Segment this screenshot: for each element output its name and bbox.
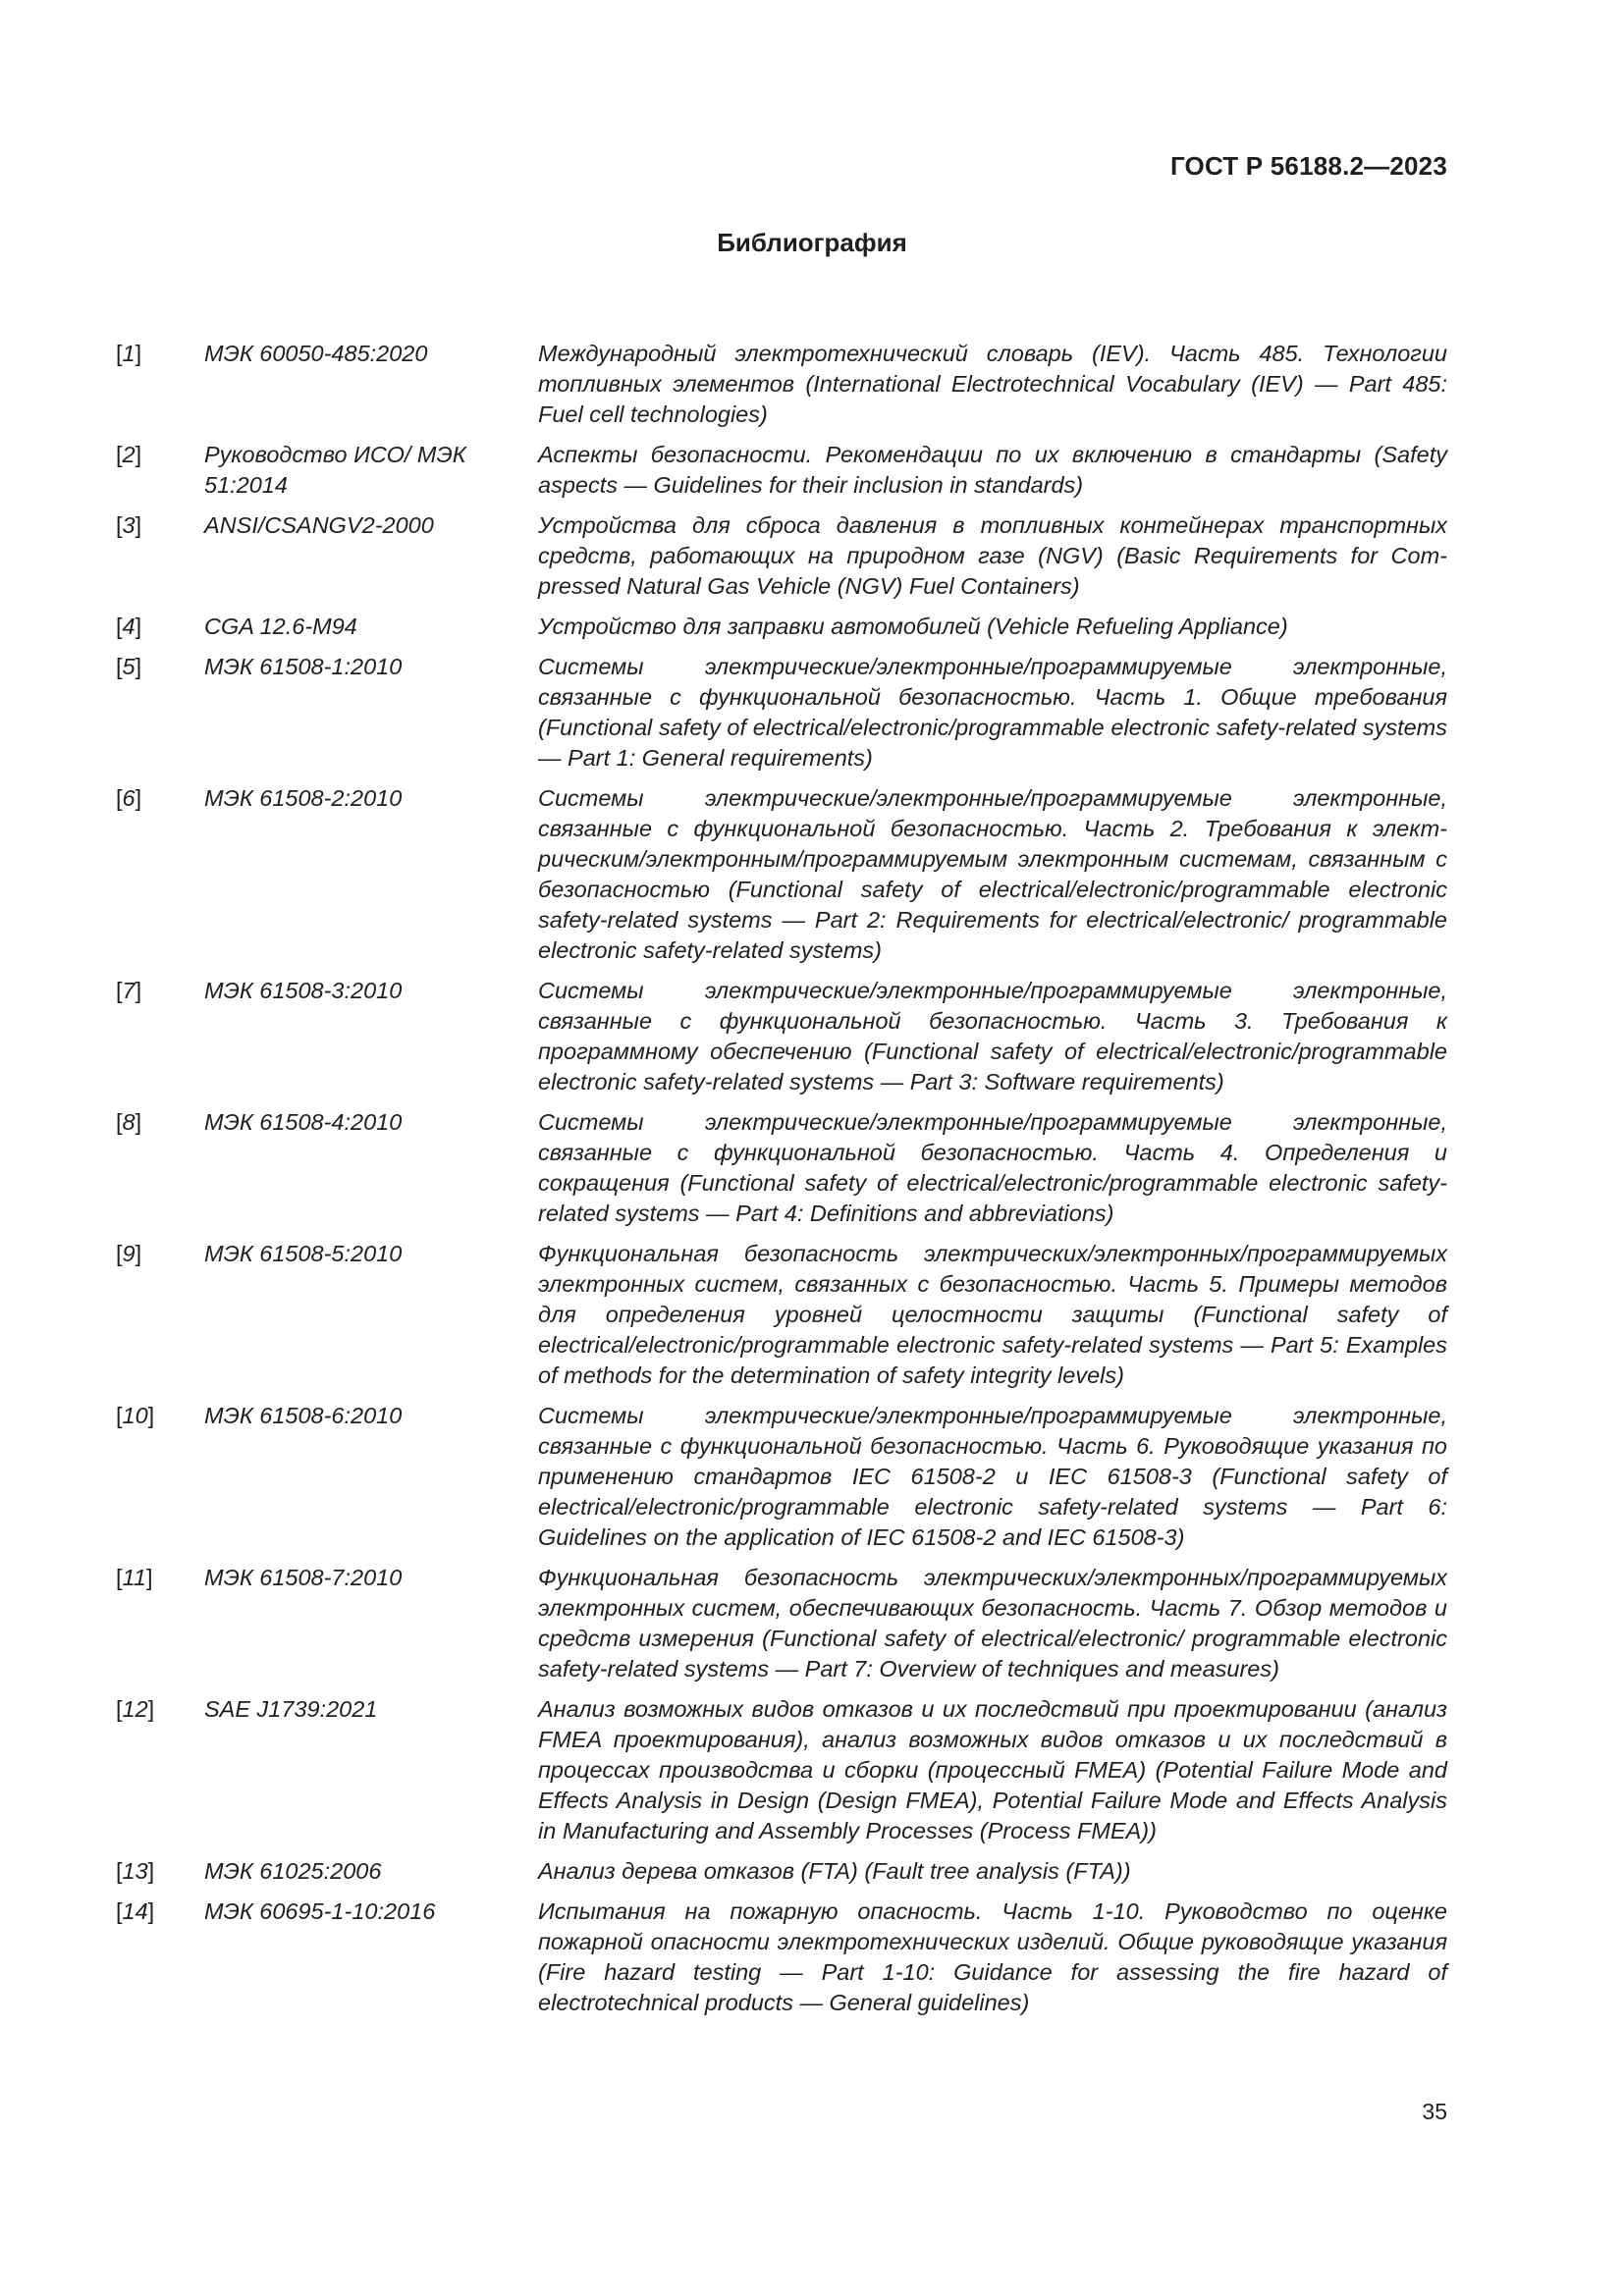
entry-description: Устройство для заправки автомобилей (Vehicle Refueling Appliance) (538, 614, 1288, 639)
entry-description: Международный электротехнический словарь (IEV). Часть 485. Технологии топливных элементов (International Electrotechnical Vocabulary (IEV) — Part 485: Fuel cell technologies) (538, 341, 1447, 427)
entry-reference: МЭК 61508-4:2010 (204, 1109, 403, 1135)
bibliography-list (116, 339, 1447, 2028)
bibliography-entry (116, 976, 1447, 1097)
entry-number: [13] (116, 1858, 155, 1884)
entry-number: [9] (116, 1241, 142, 1266)
bibliography-entry (116, 339, 1447, 430)
bibliography-entry (116, 510, 1447, 602)
entry-reference: МЭК 61508-1:2010 (204, 654, 403, 679)
entry-reference: SAE J1739:2021 (204, 1696, 378, 1722)
bibliography-entry (116, 1239, 1447, 1391)
entry-reference: Руководство ИСО/ МЭК 51:2014 (204, 442, 466, 498)
entry-description: Функциональная безопасность электрических/электронных/программируемых электронных систем, связанных с безопасностью. Часть 5. Примеры методов для определения уровней целостности защиты (Functional safety of electrical/electronic/programmable electronic safety-related systems — Part 5: Examples of methods for the determination of safety integrity levels) (538, 1241, 1447, 1388)
entry-reference: МЭК 61025:2006 (204, 1858, 382, 1884)
bibliography-entry (116, 440, 1447, 501)
entry-description: Испытания на пожарную опасность. Часть 1-10. Руководство по оценке пожарной опасности электротехнических изделий. Общие руководящие указания (Fire hazard testing — Part 1-10: Guidance for assessing the fire hazard of electrotechnical products — General guidelines) (538, 1898, 1447, 2015)
page-number: 35 (1422, 2099, 1447, 2124)
entry-reference: ANSI/CSANGV2-2000 (204, 512, 434, 538)
entry-number: [6] (116, 785, 142, 811)
entry-number: [3] (116, 512, 142, 538)
bibliography-entry (116, 1107, 1447, 1229)
bibliography-entry (116, 1694, 1447, 1846)
bibliography-entry (116, 612, 1447, 642)
entry-reference: МЭК 61508-6:2010 (204, 1403, 403, 1428)
entry-reference: МЭК 60695-1-10:2016 (204, 1898, 436, 1924)
entry-number: [10] (116, 1403, 155, 1428)
entry-reference: МЭК 61508-7:2010 (204, 1565, 403, 1590)
bibliography-entry (116, 1896, 1447, 2018)
entry-description: Устройства для сброса давления в топливных контейнерах транспортных средств, работающих на природном газе (NGV) (Basic Requirements for Compressed Natural Gas Vehicle (NGV) Fuel Containers) (538, 512, 1447, 599)
entry-number: [14] (116, 1898, 155, 1924)
entry-description: Аспекты безопасности. Рекомендации по их включению в стандарты (Safety aspects — Guidelines for their inclusion in standards) (538, 442, 1447, 498)
entry-number: [2] (116, 442, 142, 467)
entry-description: Системы электрические/электронные/программируемые электронные, связанные с функциональной безопасностью. Часть 1. Общие требования (Functional safety of electrical/electronic/programmable electronic safety-related systems — Part 1: General requirements) (538, 654, 1447, 771)
page-title: Библиография (717, 228, 907, 257)
bibliography-entry (116, 783, 1447, 966)
bibliography-entry (116, 1563, 1447, 1684)
entry-reference: МЭК 61508-5:2010 (204, 1241, 403, 1266)
entry-description: Системы электрические/электронные/программируемые электронные, связанные с функциональной безопасностью. Часть 4. Определения и сокращения (Functional safety of electrical/electronic/programmable electronic safety-related systems — Part 4: Definitions and abbreviations) (538, 1109, 1447, 1226)
bibliography-entry (116, 652, 1447, 774)
entry-reference: МЭК 60050-485:2020 (204, 341, 428, 366)
document-code: ГОСТ Р 56188.2—2023 (1169, 151, 1447, 181)
entry-description: Системы электрические/электронные/программируемые электронные, связанные с функциональной безопасностью. Часть 3. Требования к программному обеспечению (Functional safety of electrical/electronic/programmable electronic safety-related systems — Part 3: Software requirements) (538, 978, 1447, 1095)
entry-description: Функциональная безопасность электрических/электронных/программируемых электронных систем, обеспечивающих безопасность. Часть 7. Обзор методов и средств измерения (Functional safety of electrical/electronic/ programmable electronic safety-related systems — Part 7: Overview of techniques and measures) (538, 1565, 1447, 1682)
entry-number: [5] (116, 654, 142, 679)
bibliography-entry (116, 1401, 1447, 1553)
entry-number: [1] (116, 341, 142, 366)
entry-description: Системы электрические/электронные/программируемые электронные, связанные с функциональной безопасностью. Часть 2. Требования к электрическим/электронным/программируемым электронным системам, связанным с безопасностью (Functional safety of electrical/electronic/programmable electronic safety-related systems — Part 2: Requirements for electrical/electronic/ programmable electronic safety-related systems) (538, 785, 1447, 963)
entry-reference: МЭК 61508-2:2010 (204, 785, 403, 811)
entry-number: [7] (116, 978, 142, 1003)
entry-number: [12] (116, 1696, 155, 1722)
entry-reference: МЭК 61508-3:2010 (204, 978, 403, 1003)
entry-description: Анализ дерева отказов (FTA) (Fault tree analysis (FTA)) (538, 1858, 1131, 1884)
entry-description: Системы электрические/электронные/программируемые электронные, связанные с функциональной безопасностью. Часть 6. Руководящие указания по применению стандартов IEC 61508-2 и IEC 61508-3 (Functional safety of electrical/electronic/programmable electronic safety-related systems — Part 6: Guidelines on the application of IEC 61508-2 and IEC 61508-3) (538, 1403, 1447, 1550)
entry-number: [11] (116, 1565, 153, 1590)
entry-description: Анализ возможных видов отказов и их последствий при проектировании (анализ FMEA проектирования), анализ возможных видов отказов и их последствий в процессах производства и сборки (процессный FMEA) (Potential Failure Mode and Effects Analysis in Design (Design FMEA), Potential Failure Mode and Effects Analysis in Manufacturing and Assembly Processes (Process FMEA)) (538, 1696, 1447, 1843)
entry-number: [8] (116, 1109, 142, 1135)
bibliography-entry (116, 1856, 1447, 1887)
entry-number: [4] (116, 614, 142, 639)
entry-reference: CGA 12.6-M94 (204, 614, 357, 639)
